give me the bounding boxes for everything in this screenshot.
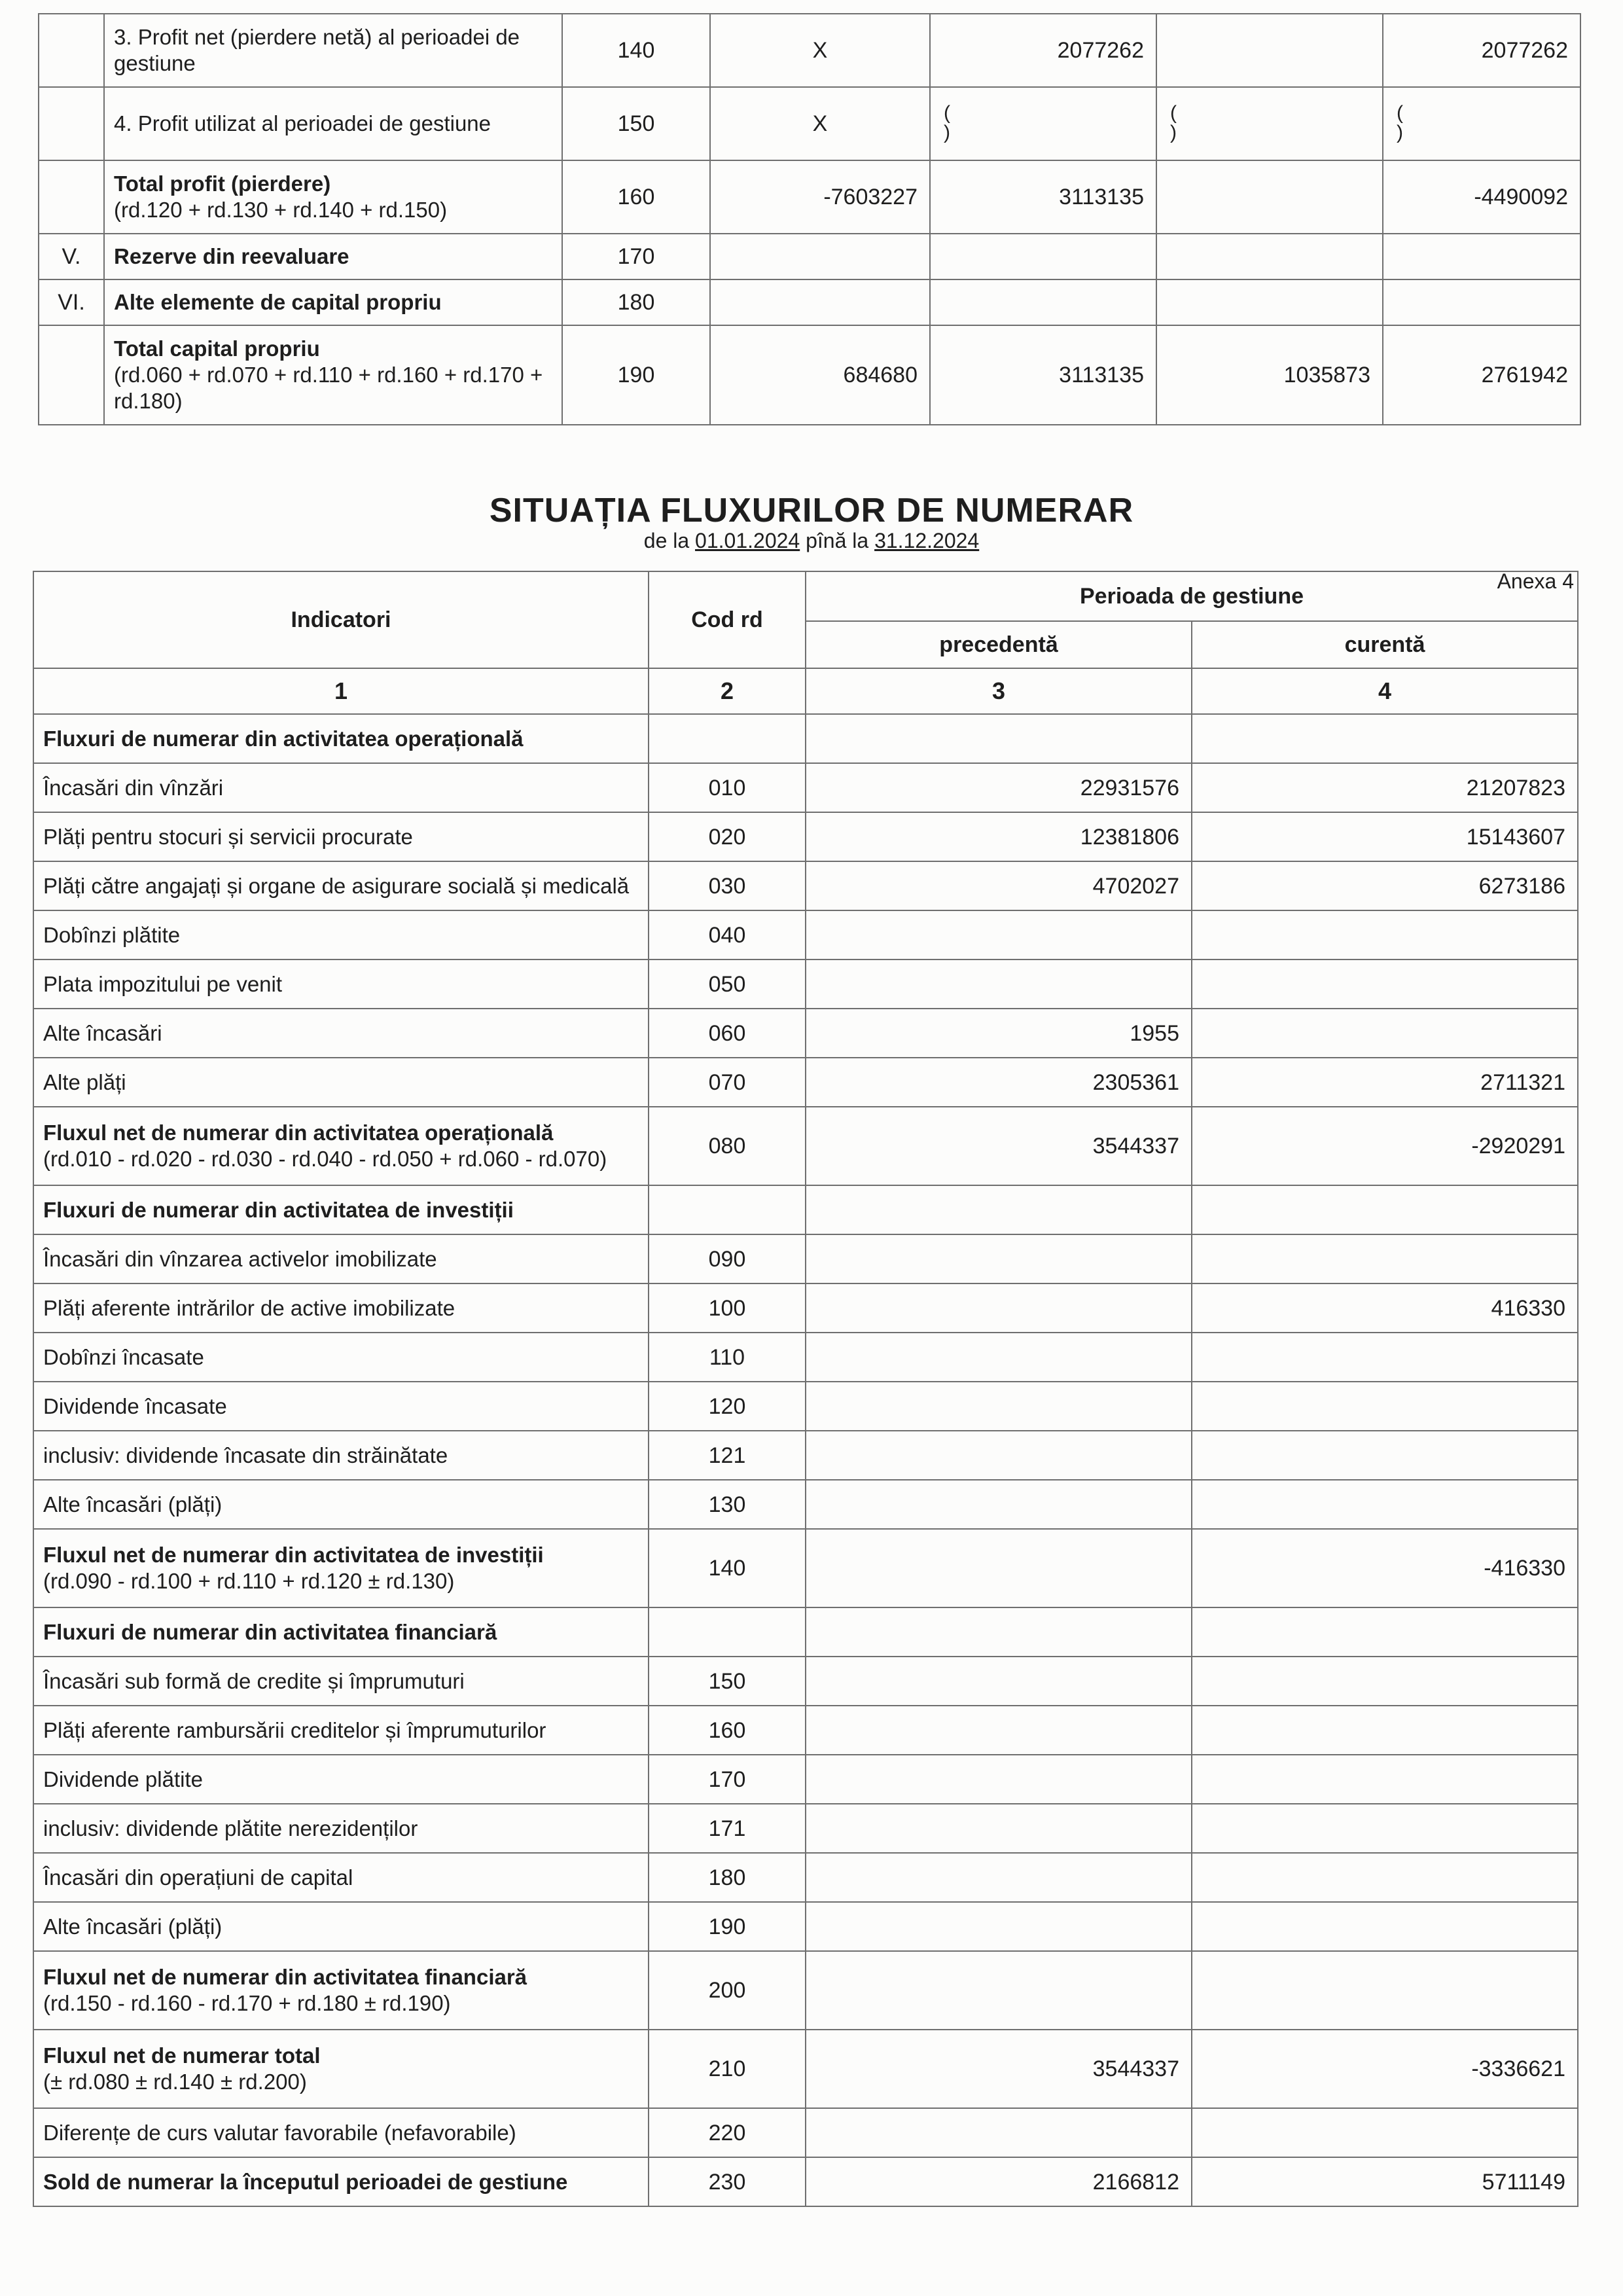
value-col5 [1156, 87, 1383, 160]
paren-open: ( [944, 101, 950, 124]
indicator-formula: (± rd.080 ± rd.140 ± rd.200) [43, 2070, 307, 2094]
indicator-text: inclusiv: dividende plătite nerezidenților [43, 1816, 418, 1840]
value-current [1192, 1333, 1578, 1382]
value-col6: -4490092 [1383, 160, 1580, 234]
row-code: 010 [649, 763, 806, 812]
value-col-3 [710, 279, 930, 325]
value-previous [806, 960, 1192, 1009]
indicator-text: Încasări din vînzarea activelor imobilizate [43, 1246, 437, 1271]
value-previous [806, 1657, 1192, 1706]
indicator-label [33, 1185, 649, 1234]
header-indicators: Indicatori [33, 571, 649, 668]
row-code: 170 [562, 234, 710, 279]
indicator-text: Plăți aferente rambursării creditelor și împrumuturilor [43, 1717, 546, 1742]
paren-placeholder [1393, 103, 1403, 143]
indicator-text: Plăți aferente intrărilor de active imobilizate [43, 1295, 455, 1320]
value-previous [806, 1902, 1192, 1951]
value-current [1192, 1382, 1578, 1431]
value-previous: 12381806 [806, 812, 1192, 861]
equity-row [39, 160, 1580, 234]
indicator-label [33, 763, 649, 812]
table-row [33, 1755, 1578, 1804]
table-row [33, 812, 1578, 861]
table-row [33, 1431, 1578, 1480]
value-col4 [930, 234, 1156, 279]
table-row [33, 2030, 1578, 2108]
value-current: 21207823 [1192, 763, 1578, 812]
value-col6 [1383, 279, 1580, 325]
value-previous [806, 1333, 1192, 1382]
paren-placeholder [1166, 103, 1177, 143]
row-label-text: Total capital propriu [114, 336, 320, 361]
table-row [33, 1107, 1578, 1185]
indicator-text: Plăți pentru stocuri și servicii procurate [43, 824, 413, 849]
indicator-label [33, 1657, 649, 1706]
row-label [104, 87, 562, 160]
indicator-label [33, 1333, 649, 1382]
indicator-text: Diferențe de curs valutar favorabile (nefavorabile) [43, 2120, 516, 2145]
value-col4 [930, 87, 1156, 160]
value-current: 5711149 [1192, 2157, 1578, 2206]
cashflow-table [33, 571, 1578, 2207]
indicator-text: Încasări sub formă de credite și împrumuturi [43, 1668, 465, 1693]
table-row [33, 861, 1578, 910]
value-current: 416330 [1192, 1283, 1578, 1333]
row-number [39, 325, 104, 425]
paren-close: ) [1170, 121, 1177, 143]
row-code: 110 [649, 1333, 806, 1382]
equity-row [39, 14, 1580, 87]
indicator-label [33, 1382, 649, 1431]
value-current [1192, 1853, 1578, 1902]
row-number: V. [39, 234, 104, 279]
period-mid: pînă la [806, 529, 869, 552]
table-row [33, 1234, 1578, 1283]
indicator-label [33, 1283, 649, 1333]
value-col4: 2077262 [930, 14, 1156, 87]
indicator-label [33, 2030, 649, 2108]
row-code: 060 [649, 1009, 806, 1058]
value-previous [806, 1480, 1192, 1529]
indicator-text: Alte încasări (plăți) [43, 1492, 223, 1516]
value-current [1192, 1431, 1578, 1480]
indicator-formula: (rd.150 - rd.160 - rd.170 + rd.180 ± rd.190) [43, 1991, 451, 2015]
row-code: 140 [649, 1529, 806, 1607]
row-code: 020 [649, 812, 806, 861]
row-label [104, 325, 562, 425]
indicator-text: Sold de numerar la începutul perioadei de gestiune [43, 2169, 568, 2194]
value-current [1192, 714, 1578, 763]
row-code: 210 [649, 2030, 806, 2108]
value-col6: 2077262 [1383, 14, 1580, 87]
value-previous [806, 1706, 1192, 1755]
table-row [33, 714, 1578, 763]
value-previous [806, 1185, 1192, 1234]
paren-close: ) [1397, 121, 1403, 143]
period-prefix: de la [643, 529, 690, 552]
indicator-label [33, 1107, 649, 1185]
indicator-formula: (rd.090 - rd.100 + rd.110 + rd.120 ± rd.130) [43, 1569, 455, 1593]
indicator-text: Dividende încasate [43, 1393, 227, 1418]
value-current [1192, 910, 1578, 960]
report-period [0, 529, 1623, 553]
row-code: 080 [649, 1107, 806, 1185]
indicator-text: Fluxul net de numerar total [43, 2043, 321, 2068]
row-label-text: 3. Profit net (pierdere netă) al perioadei de gestiune [114, 25, 520, 75]
value-previous [806, 1755, 1192, 1804]
value-previous: 4702027 [806, 861, 1192, 910]
row-code: 130 [649, 1480, 806, 1529]
row-label [104, 279, 562, 325]
indicator-label [33, 1804, 649, 1853]
row-code: 190 [649, 1902, 806, 1951]
value-current: 2711321 [1192, 1058, 1578, 1107]
equity-row [39, 87, 1580, 160]
row-code: 200 [649, 1951, 806, 2030]
header-current: curentă [1192, 621, 1578, 668]
row-label-text: Rezerve din reevaluare [114, 244, 349, 268]
row-label-formula: (rd.060 + rd.070 + rd.110 + rd.160 + rd.170 + rd.180) [114, 363, 543, 413]
row-number [39, 160, 104, 234]
value-col4: 3113135 [930, 325, 1156, 425]
row-code: 150 [562, 87, 710, 160]
period-from: 01.01.2024 [695, 529, 800, 552]
table-row [33, 1185, 1578, 1234]
table-row [33, 1657, 1578, 1706]
value-current [1192, 1706, 1578, 1755]
row-code: 090 [649, 1234, 806, 1283]
row-code [649, 1185, 806, 1234]
table-row [33, 1902, 1578, 1951]
value-previous [806, 1853, 1192, 1902]
row-code: 180 [562, 279, 710, 325]
period-to: 31.12.2024 [874, 529, 980, 552]
table-row [33, 1480, 1578, 1529]
value-current [1192, 960, 1578, 1009]
value-current [1192, 1657, 1578, 1706]
row-code: 220 [649, 2108, 806, 2157]
table-row [33, 910, 1578, 960]
indicator-label [33, 960, 649, 1009]
value-col5 [1156, 14, 1383, 87]
indicator-text: Dobînzi încasate [43, 1344, 204, 1369]
equity-row [39, 325, 1580, 425]
table-row [33, 1382, 1578, 1431]
value-previous [806, 2108, 1192, 2157]
equity-row [39, 234, 1580, 279]
annex-label: Anexa 4 [1497, 569, 1574, 593]
row-code: 171 [649, 1804, 806, 1853]
value-previous: 2305361 [806, 1058, 1192, 1107]
row-number [39, 87, 104, 160]
value-current [1192, 2108, 1578, 2157]
value-col-3: -7603227 [710, 160, 930, 234]
value-current [1192, 1951, 1578, 2030]
header-period: Perioada de gestiune [806, 571, 1578, 621]
indicator-label [33, 1480, 649, 1529]
row-code: 170 [649, 1755, 806, 1804]
value-current: -416330 [1192, 1529, 1578, 1607]
paren-open: ( [1170, 101, 1177, 124]
value-previous: 1955 [806, 1009, 1192, 1058]
indicator-label [33, 1951, 649, 2030]
row-code: 140 [562, 14, 710, 87]
value-current: 6273186 [1192, 861, 1578, 910]
table-row [33, 2108, 1578, 2157]
value-previous [806, 714, 1192, 763]
row-code: 120 [649, 1382, 806, 1431]
row-code [649, 714, 806, 763]
indicator-label [33, 910, 649, 960]
indicator-text: inclusiv: dividende încasate din străinătate [43, 1443, 448, 1467]
row-number: VI. [39, 279, 104, 325]
indicator-label [33, 1009, 649, 1058]
indicator-label [33, 1902, 649, 1951]
value-col4 [930, 279, 1156, 325]
table-row [33, 1853, 1578, 1902]
value-previous: 3544337 [806, 2030, 1192, 2108]
value-previous [806, 1283, 1192, 1333]
header-code: Cod rd [649, 571, 806, 668]
header-previous: precedentă [806, 621, 1192, 668]
value-col-3 [710, 234, 930, 279]
value-previous [806, 910, 1192, 960]
value-previous: 22931576 [806, 763, 1192, 812]
indicator-text: Alte plăți [43, 1069, 126, 1094]
value-current [1192, 1804, 1578, 1853]
value-current: -3336621 [1192, 2030, 1578, 2108]
table-row [33, 1607, 1578, 1657]
value-current: 15143607 [1192, 812, 1578, 861]
value-previous: 3544337 [806, 1107, 1192, 1185]
value-current [1192, 1009, 1578, 1058]
value-col5 [1156, 234, 1383, 279]
value-previous [806, 1529, 1192, 1607]
indicator-text: Încasări din operațiuni de capital [43, 1865, 353, 1890]
value-col5 [1156, 279, 1383, 325]
row-label-text: 4. Profit utilizat al perioadei de gestiune [114, 111, 491, 135]
indicator-text: Fluxuri de numerar din activitatea de investiții [43, 1197, 514, 1222]
indicator-text: Alte încasări [43, 1020, 162, 1045]
indicator-label [33, 1853, 649, 1902]
equity-row [39, 279, 1580, 325]
table-row [33, 1706, 1578, 1755]
value-current [1192, 1755, 1578, 1804]
row-code: 160 [562, 160, 710, 234]
value-col5: 1035873 [1156, 325, 1383, 425]
row-label [104, 14, 562, 87]
row-number [39, 14, 104, 87]
indicator-text: Dividende plătite [43, 1767, 203, 1791]
row-code: 150 [649, 1657, 806, 1706]
indicator-text: Fluxuri de numerar din activitatea financiară [43, 1619, 497, 1644]
indicator-label [33, 1529, 649, 1607]
indicator-label [33, 1755, 649, 1804]
value-previous [806, 1382, 1192, 1431]
value-col5 [1156, 160, 1383, 234]
value-previous: 2166812 [806, 2157, 1192, 2206]
row-code: 180 [649, 1853, 806, 1902]
value-current [1192, 1607, 1578, 1657]
header-col-1: 1 [33, 668, 649, 714]
value-col6 [1383, 87, 1580, 160]
indicator-label [33, 2157, 649, 2206]
value-col-3: X [710, 87, 930, 160]
row-label-text: Alte elemente de capital propriu [114, 290, 442, 314]
value-previous [806, 1607, 1192, 1657]
indicator-text: Dobînzi plătite [43, 922, 181, 947]
row-code: 160 [649, 1706, 806, 1755]
row-code: 070 [649, 1058, 806, 1107]
value-previous [806, 1951, 1192, 2030]
value-current [1192, 1234, 1578, 1283]
header-col-3: 3 [806, 668, 1192, 714]
indicator-text: Fluxul net de numerar din activitatea operațională [43, 1121, 554, 1145]
value-current: -2920291 [1192, 1107, 1578, 1185]
table-row [33, 1804, 1578, 1853]
value-current [1192, 1480, 1578, 1529]
row-label [104, 234, 562, 279]
row-label [104, 160, 562, 234]
indicator-label [33, 861, 649, 910]
indicator-label [33, 1607, 649, 1657]
value-previous [806, 1431, 1192, 1480]
value-current [1192, 1902, 1578, 1951]
indicator-formula: (rd.010 - rd.020 - rd.030 - rd.040 - rd.050 + rd.060 - rd.070) [43, 1147, 607, 1171]
table-row [33, 1009, 1578, 1058]
equity-table [38, 13, 1581, 425]
value-previous [806, 1234, 1192, 1283]
paren-open: ( [1397, 101, 1403, 124]
indicator-text: Plata impozitului pe venit [43, 971, 283, 996]
indicator-text: Încasări din vînzări [43, 775, 224, 800]
table-row [33, 2157, 1578, 2206]
value-col-3: 684680 [710, 325, 930, 425]
indicator-label [33, 714, 649, 763]
row-code: 030 [649, 861, 806, 910]
paren-placeholder [940, 103, 950, 143]
indicator-text: Fluxuri de numerar din activitatea operațională [43, 726, 524, 751]
table-row [33, 763, 1578, 812]
indicator-label [33, 812, 649, 861]
value-col4: 3113135 [930, 160, 1156, 234]
value-current [1192, 1185, 1578, 1234]
row-label-formula: (rd.120 + rd.130 + rd.140 + rd.150) [114, 198, 448, 222]
report-title: SITUAȚIA FLUXURILOR DE NUMERAR [489, 492, 1134, 529]
table-row [33, 1951, 1578, 2030]
indicator-label [33, 1058, 649, 1107]
paren-close: ) [944, 121, 950, 143]
row-code: 230 [649, 2157, 806, 2206]
value-col-3: X [710, 14, 930, 87]
table-row [33, 1058, 1578, 1107]
value-previous [806, 1804, 1192, 1853]
indicator-text: Plăți către angajați și organe de asigurare socială și medicală [43, 873, 630, 898]
value-col6: 2761942 [1383, 325, 1580, 425]
table-row [33, 1529, 1578, 1607]
row-code: 040 [649, 910, 806, 960]
table-row [33, 1283, 1578, 1333]
row-code: 190 [562, 325, 710, 425]
indicator-label [33, 1431, 649, 1480]
indicator-label [33, 2108, 649, 2157]
indicator-label [33, 1706, 649, 1755]
header-col-2: 2 [649, 668, 806, 714]
indicator-text: Alte încasări (plăți) [43, 1914, 223, 1939]
indicator-text: Fluxul net de numerar din activitatea de investiții [43, 1543, 544, 1567]
indicator-text: Fluxul net de numerar din activitatea financiară [43, 1965, 527, 1989]
row-code: 121 [649, 1431, 806, 1480]
row-code: 050 [649, 960, 806, 1009]
header-col-4: 4 [1192, 668, 1578, 714]
row-code: 100 [649, 1283, 806, 1333]
table-row [33, 1333, 1578, 1382]
table-row [33, 960, 1578, 1009]
indicator-label [33, 1234, 649, 1283]
row-code [649, 1607, 806, 1657]
value-col6 [1383, 234, 1580, 279]
row-label-text: Total profit (pierdere) [114, 171, 331, 196]
